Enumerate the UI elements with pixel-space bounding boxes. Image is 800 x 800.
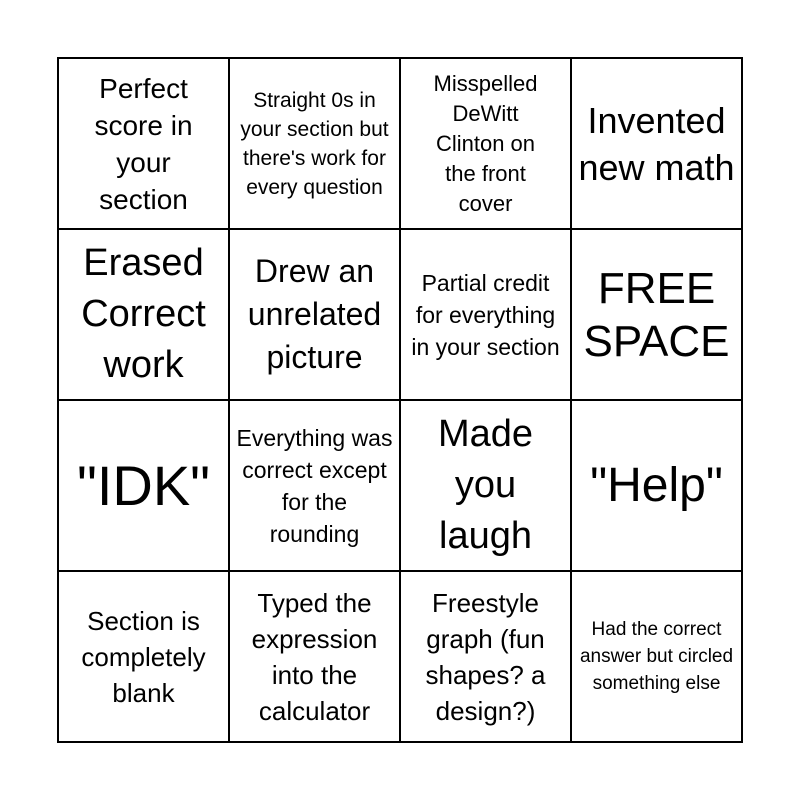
bingo-cell-invented-new-math[interactable] bbox=[571, 58, 742, 229]
cell-text: Misspelled DeWitt Clinton on the front cover bbox=[433, 70, 538, 216]
cell-text: Perfect score in your section bbox=[94, 72, 193, 215]
bingo-cell-rounding[interactable] bbox=[229, 400, 400, 571]
bingo-cell-freestyle-graph[interactable] bbox=[400, 571, 571, 742]
bingo-cell-typed-expression[interactable] bbox=[229, 571, 400, 742]
cell-text: Erased Correct work bbox=[81, 242, 206, 386]
cell-text: Freestyle graph (fun shapes? a design?) bbox=[425, 587, 546, 726]
bingo-cell-misspelled-dewitt[interactable] bbox=[400, 58, 571, 229]
cell-text: Straight 0s in your section but there's work for every question bbox=[240, 88, 389, 199]
bingo-cell-section-blank[interactable] bbox=[58, 571, 229, 742]
cell-text: "IDK" bbox=[76, 453, 211, 517]
bingo-cell-idk[interactable] bbox=[58, 400, 229, 571]
cell-text: "Help" bbox=[590, 458, 723, 512]
cell-text: Everything was correct except for the rounding bbox=[236, 424, 393, 547]
bingo-cell-help[interactable] bbox=[571, 400, 742, 571]
bingo-cell-straight-zeros[interactable] bbox=[229, 58, 400, 229]
bingo-cell-made-you-laugh[interactable] bbox=[400, 400, 571, 571]
cell-text: Invented new math bbox=[578, 99, 735, 188]
bingo-cell-unrelated-picture[interactable] bbox=[229, 229, 400, 400]
cell-text: Had the correct answer but circled something else bbox=[579, 619, 734, 694]
bingo-cell-free-space[interactable] bbox=[571, 229, 742, 400]
cell-text: Made you laugh bbox=[437, 413, 534, 557]
bingo-cell-erased-correct-work[interactable] bbox=[58, 229, 229, 400]
bingo-cell-perfect-score[interactable] bbox=[58, 58, 229, 229]
cell-text: Section is completely blank bbox=[81, 605, 206, 708]
cell-text: FREE SPACE bbox=[583, 263, 730, 366]
cell-text: Partial credit for everything in your section bbox=[411, 269, 560, 360]
cell-text: Typed the expression into the calculator bbox=[251, 587, 378, 726]
cell-text: Drew an unrelated picture bbox=[247, 253, 382, 375]
bingo-cell-partial-credit[interactable] bbox=[400, 229, 571, 400]
bingo-cell-circled-something-else[interactable] bbox=[571, 571, 742, 742]
bingo-board bbox=[57, 57, 743, 743]
